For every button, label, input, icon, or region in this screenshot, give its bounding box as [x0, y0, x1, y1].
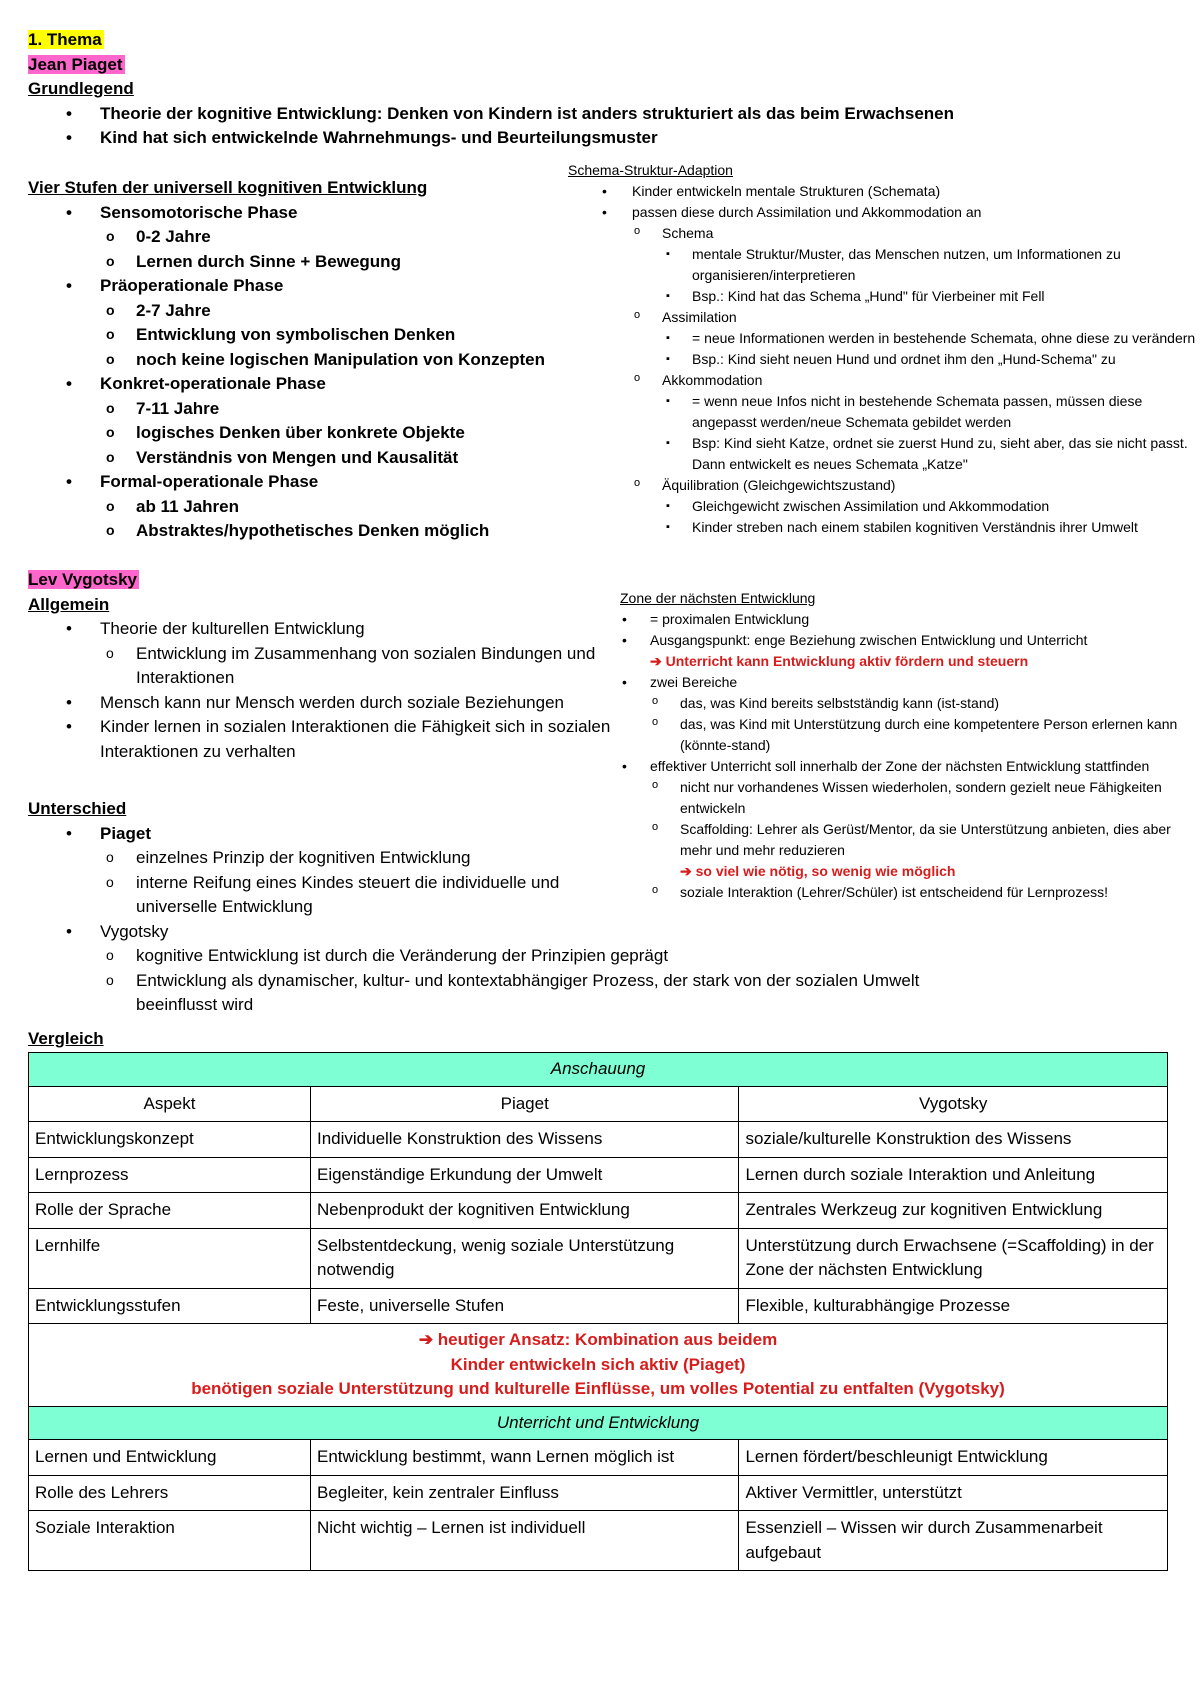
table-cell: Rolle der Sprache	[29, 1193, 311, 1229]
phase-name: Präoperationale Phase	[100, 276, 284, 295]
schema-concept: o Assimilation ▪ = neue Informationen werden in bestehende Schemata, ohne diese zu verändern ▪ Bsp.: Kind sieht neuen Hund und ordnet ihm den „Hund-Schema" zu	[632, 307, 1198, 370]
phase-name: Sensomotorische Phase	[100, 202, 298, 222]
table-cell: Lernen durch soziale Interaktion und Anleitung	[739, 1157, 1168, 1193]
table-cell: soziale/kulturelle Konstruktion des Wissens	[739, 1122, 1168, 1158]
list-item: o kognitive Entwicklung ist durch die Veränderung der Prinzipien geprägt	[100, 944, 928, 969]
section-anschauung: Anschauung	[29, 1053, 1168, 1087]
list-item: • = proximalen Entwicklung	[620, 609, 1198, 630]
table-cell: Entwicklungsstufen	[29, 1288, 311, 1324]
document-title: 1. Thema	[28, 30, 102, 49]
list-item: o das, was Kind bereits selbstständig kann (ist-stand)	[650, 693, 1198, 714]
grundlegend-heading: Grundlegend	[28, 79, 134, 98]
table-cell: Lernprozess	[29, 1157, 311, 1193]
table-cell: Individuelle Konstruktion des Wissens	[310, 1122, 738, 1158]
vygotsky-name: Lev Vygotsky	[28, 570, 137, 589]
schema-heading: Schema-Struktur-Adaption	[568, 162, 733, 178]
table-header-row	[29, 1086, 1168, 1122]
allgemein-heading: Allgemein	[28, 594, 110, 614]
schema-concept: o Schema ▪ mentale Struktur/Muster, das Menschen nutzen, um Informationen zu organisieren/interpretieren ▪ Bsp.: Kind hat das Schema „Hund" für Vierbeiner mit Fell	[632, 223, 1198, 307]
table-row	[29, 1157, 1168, 1193]
list-item: o nicht nur vorhandenes Wissen wiederholen, sondern gezielt neue Fähigkeiten entwickeln	[650, 777, 1198, 819]
list-item: o 2-7 Jahre	[100, 299, 588, 324]
table-row	[29, 1288, 1168, 1324]
table-cell: Rolle des Lehrers	[29, 1475, 311, 1511]
stufen-section	[28, 176, 588, 544]
list-item: ▪ Bsp.: Kind hat das Schema „Hund" für Vierbeiner mit Fell	[662, 286, 1198, 307]
table-cell: Lernhilfe	[29, 1228, 311, 1288]
phase-item	[28, 470, 588, 544]
list-item: • Kind hat sich entwickelnde Wahrnehmungs- und Beurteilungsmuster	[28, 126, 1178, 151]
list-item: o das, was Kind mit Unterstützung durch eine kompetentere Person erlernen kann (könnte-stand)	[650, 714, 1198, 756]
table-cell: Eigenständige Erkundung der Umwelt	[310, 1157, 738, 1193]
list-item: ▪ mentale Struktur/Muster, das Menschen nutzen, um Informationen zu organisieren/interpretieren	[662, 244, 1198, 286]
list-item: ▪ Gleichgewicht zwischen Assimilation und Akkommodation	[662, 496, 1198, 517]
list-item: o Abstraktes/hypothetisches Denken möglich	[100, 519, 588, 544]
list-item: • Ausgangspunkt: enge Beziehung zwischen Entwicklung und Unterricht ➔ Unterricht kann Entwicklung aktiv fördern und steuern	[620, 630, 1198, 672]
table-row	[29, 1475, 1168, 1511]
table-cell: Nicht wichtig – Lernen ist individuell	[310, 1511, 738, 1571]
section-unterricht: Unterricht und Entwicklung	[29, 1406, 1168, 1440]
table-cell: Unterstützung durch Erwachsene (=Scaffolding) in der Zone der nächsten Entwicklung	[739, 1228, 1168, 1288]
piaget-section	[28, 28, 588, 102]
list-item: o Verständnis von Mengen und Kausalität	[100, 446, 588, 471]
phase-item	[28, 372, 588, 470]
list-item: • Theorie der kulturellen Entwicklung o Entwicklung im Zusammenhang von sozialen Bindungen und Interaktionen	[28, 617, 618, 691]
conclusion-cell: ➔ heutiger Ansatz: Kombination aus beidem Kinder entwickeln sich aktiv (Piaget) benötigen soziale Unterstützung und kulturelle Einflüsse, um volles Potential zu entfalten (Vygotsky)	[29, 1324, 1168, 1407]
column-header: Vygotsky	[739, 1086, 1168, 1122]
zone-heading: Zone der nächsten Entwicklung	[620, 590, 816, 606]
table-cell: Lernen fördert/beschleunigt Entwicklung	[739, 1440, 1168, 1476]
table-row	[29, 1440, 1168, 1476]
table-row	[29, 1193, 1168, 1229]
list-item: o logisches Denken über konkrete Objekte	[100, 421, 588, 446]
table-cell: Begleiter, kein zentraler Einfluss	[310, 1475, 738, 1511]
table-cell: Feste, universelle Stufen	[310, 1288, 738, 1324]
list-item: • Kinder lernen in sozialen Interaktionen die Fähigkeit sich in sozialen Interaktionen zu verhalten	[28, 715, 618, 764]
piaget-name: Jean Piaget	[28, 54, 123, 74]
list-item: • Kinder entwickeln mentale Strukturen (Schemata)	[568, 181, 1198, 202]
table-cell: Nebenprodukt der kognitiven Entwicklung	[310, 1193, 738, 1229]
phase-item	[28, 274, 588, 372]
table-cell: Selbstentdeckung, wenig soziale Unterstützung notwendig	[310, 1228, 738, 1288]
list-item: o Entwicklung im Zusammenhang von sozialen Bindungen und Interaktionen	[100, 642, 618, 691]
schema-section	[568, 160, 1198, 538]
list-item: ▪ = neue Informationen werden in bestehende Schemata, ohne diese zu verändern	[662, 328, 1198, 349]
table-cell: Aktiver Vermittler, unterstützt	[739, 1475, 1168, 1511]
schema-concept: o Äquilibration (Gleichgewichtszustand) ▪ Gleichgewicht zwischen Assimilation und Akkommodation ▪ Kinder streben nach einem stabilen kognitiven Verständnis ihrer Umwelt	[632, 475, 1198, 538]
vergleich-heading: Vergleich	[28, 1029, 104, 1048]
table-row	[29, 1228, 1168, 1288]
table-cell: Entwicklungskonzept	[29, 1122, 311, 1158]
vygotsky-section	[28, 568, 618, 764]
list-item: o 0-2 Jahre	[100, 225, 588, 250]
table-row	[29, 1511, 1168, 1571]
list-item: o Entwicklung als dynamischer, kultur- und kontextabhängiger Prozess, der stark von der sozialen Umwelt beeinflusst wird	[100, 969, 928, 1018]
list-item: o noch keine logischen Manipulation von Konzepten	[100, 348, 588, 373]
table-cell: Lernen und Entwicklung	[29, 1440, 311, 1476]
list-item: o soziale Interaktion (Lehrer/Schüler) ist entscheidend für Lernprozess!	[650, 882, 1198, 903]
list-item: o Scaffolding: Lehrer als Gerüst/Mentor, da sie Unterstützung anbieten, dies aber mehr und mehr reduzieren ➔ so viel wie nötig, so wenig wie möglich	[650, 819, 1198, 882]
list-item: o Lernen durch Sinne + Bewegung	[100, 250, 588, 275]
list-item: o ab 11 Jahren	[100, 495, 588, 520]
table-cell: Essenziell – Wissen wir durch Zusammenarbeit aufgebaut	[739, 1511, 1168, 1571]
list-item: o 7-11 Jahre	[100, 397, 588, 422]
phase-item	[28, 201, 588, 275]
list-item: • Theorie der kognitive Entwicklung: Denken von Kindern ist anders strukturiert als das beim Erwachsenen	[28, 102, 1178, 127]
column-header: Piaget	[310, 1086, 738, 1122]
scaffolding-conclusion: ➔ so viel wie nötig, so wenig wie möglich	[680, 863, 956, 879]
list-item: • Vygotsky o kognitive Entwicklung ist durch die Veränderung der Prinzipien geprägt o Entwicklung als dynamischer, kultur- und kontextabhängiger Prozess, der stark von der sozialen Umwelt beeinflusst wird	[28, 920, 928, 1018]
phase-name: Konkret-operationale Phase	[100, 374, 326, 393]
list-item: • Piaget o einzelnes Prinzip der kognitiven Entwicklung o interne Reifung eines Kindes steuert die individuelle und universelle Entwicklung	[28, 822, 928, 920]
unterschied-section	[28, 797, 928, 1018]
table-cell: Zentrales Werkzeug zur kognitiven Entwicklung	[739, 1193, 1168, 1229]
phase-name: Formal-operationale Phase	[100, 472, 319, 491]
list-item: ▪ Bsp.: Kind sieht neuen Hund und ordnet ihm den „Hund-Schema" zu	[662, 349, 1198, 370]
zone-conclusion: ➔ Unterricht kann Entwicklung aktiv fördern und steuern	[650, 653, 1029, 669]
list-item: • effektiver Unterricht soll innerhalb der Zone der nächsten Entwicklung stattfinden o nicht nur vorhandenes Wissen wiederholen, sondern gezielt neue Fähigkeiten entwickeln o Scaffolding: Lehrer als Gerüst/Mentor, da sie Unterstützung anbieten, dies aber mehr und mehr reduzieren ➔ so viel wie nötig, so wenig wie möglich o soziale Interaktion (Lehrer/Schüler) ist entscheidend für Lernprozess!	[620, 756, 1198, 903]
list-item: ▪ = wenn neue Infos nicht in bestehende Schemata passen, müssen diese angepasst werden/neue Schemata gebildet werden	[662, 391, 1198, 433]
list-item: • passen diese durch Assimilation und Akkommodation an o Schema ▪ mentale Struktur/Muster, das Menschen nutzen, um Informationen zu organisieren/interpretieren ▪ Bsp.: Kind hat das Schema „Hund" für Vierbeiner mit Fell o Assimilation ▪ = neue Informationen werden in bestehende Schemata, ohne diese zu verändern ▪ Bsp.: Kind sieht neuen Hund und ordnet ihm den „Hund-Schema" zu o Akkommodation ▪ = wenn neue Infos nicht in bestehende Schemata passen, müssen diese angepasst werden/neue Schemata gebildet werden ▪ Bsp: Kind sieht Katze, ordnet sie zuerst Hund zu, sieht aber, das sie nicht passt. Dann entwickelt es neues Schemata „Katze" o Äquilibration (Gleichgewichtszustand) ▪ Gleichgewicht zwischen Assimilation und Akkommodation ▪ Kinder streben nach einem stabilen kognitiven Verständnis ihrer Umwelt	[568, 202, 1198, 538]
unterschied-heading: Unterschied	[28, 799, 127, 818]
column-header: Aspekt	[29, 1086, 311, 1122]
list-item: o einzelnes Prinzip der kognitiven Entwicklung	[100, 846, 620, 871]
table-cell: Soziale Interaktion	[29, 1511, 311, 1571]
schema-concept: o Akkommodation ▪ = wenn neue Infos nicht in bestehende Schemata passen, müssen diese angepasst werden/neue Schemata gebildet werden ▪ Bsp: Kind sieht Katze, ordnet sie zuerst Hund zu, sieht aber, das sie nicht passt. Dann entwickelt es neues Schemata „Katze"	[632, 370, 1198, 475]
list-item: ▪ Bsp: Kind sieht Katze, ordnet sie zuerst Hund zu, sieht aber, das sie nicht passt. Dann entwickelt es neues Schemata „Katze"	[662, 433, 1198, 475]
list-item: o Entwicklung von symbolischen Denken	[100, 323, 588, 348]
grundlegend-list	[28, 102, 1178, 151]
list-item: o interne Reifung eines Kindes steuert die individuelle und universelle Entwicklung	[100, 871, 620, 920]
comparison-table	[28, 1052, 1168, 1571]
list-item: • zwei Bereiche o das, was Kind bereits selbstständig kann (ist-stand) o das, was Kind mit Unterstützung durch eine kompetentere Person erlernen kann (könnte-stand)	[620, 672, 1198, 756]
list-item: ▪ Kinder streben nach einem stabilen kognitiven Verständnis ihrer Umwelt	[662, 517, 1198, 538]
list-item: • Mensch kann nur Mensch werden durch soziale Beziehungen	[28, 691, 618, 716]
table-cell: Entwicklung bestimmt, wann Lernen möglich ist	[310, 1440, 738, 1476]
stufen-heading: Vier Stufen der universell kognitiven Entwicklung	[28, 178, 428, 197]
table-cell: Flexible, kulturabhängige Prozesse	[739, 1288, 1168, 1324]
conclusion-row	[29, 1324, 1168, 1407]
table-row	[29, 1122, 1168, 1158]
